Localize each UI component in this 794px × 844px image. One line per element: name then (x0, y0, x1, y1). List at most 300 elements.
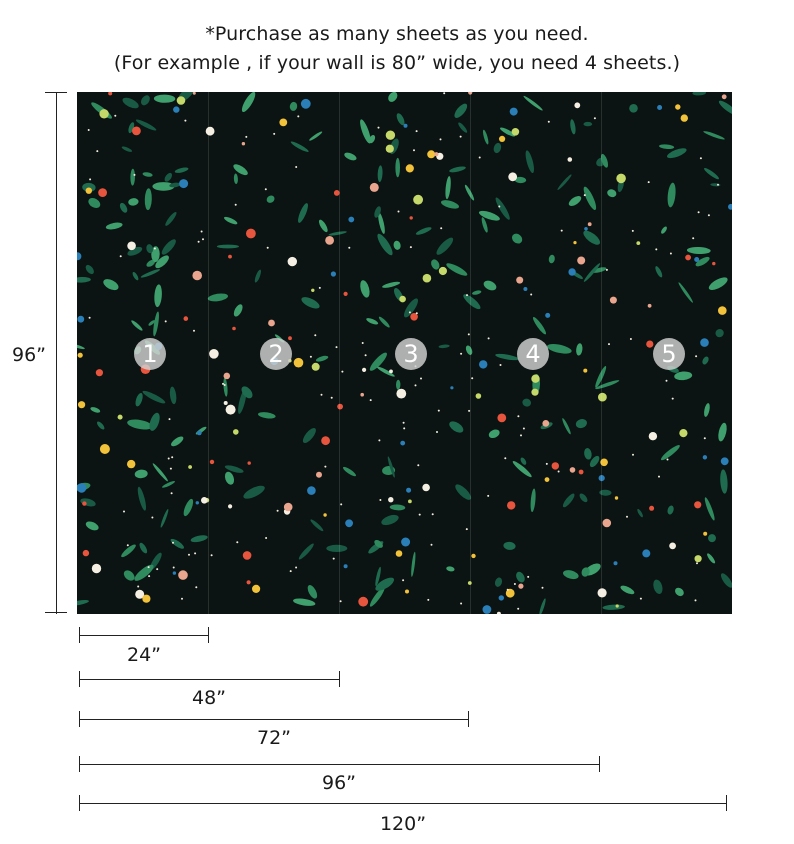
leaf-shape (530, 488, 537, 512)
blossom-shape (616, 604, 619, 607)
blossom-shape (197, 431, 202, 436)
flower-dot (211, 554, 213, 556)
leaf-shape (254, 269, 263, 283)
leaf-shape (386, 92, 399, 104)
blossom-shape (77, 483, 86, 493)
leaf-shape (170, 435, 185, 448)
leaf-shape (703, 497, 716, 522)
leaf-shape (258, 411, 276, 419)
blossom-shape (188, 465, 192, 469)
leaf-shape (161, 480, 175, 489)
leaf-shape (87, 196, 103, 210)
leaf-shape (154, 94, 176, 103)
blossom-shape (348, 217, 354, 223)
leaf-shape (134, 469, 148, 479)
leaf-shape (343, 151, 357, 162)
leaf-shape (538, 598, 547, 614)
leaf-shape (480, 217, 489, 233)
leaf-shape (606, 188, 617, 198)
blossom-shape (531, 389, 538, 396)
flower-dot (333, 558, 335, 560)
leaf-shape (575, 343, 583, 356)
blossom-shape (657, 105, 662, 110)
leaf-shape (446, 566, 455, 572)
blossom-shape (396, 550, 403, 557)
leaf-shape (152, 462, 169, 482)
flower-dot (666, 380, 668, 382)
blossom-shape (439, 267, 447, 275)
flower-dot (403, 422, 405, 424)
leaf-shape (207, 292, 228, 302)
leaf-shape (105, 221, 123, 230)
sheet-number-4: 4 (517, 338, 549, 370)
width-label-96: 96” (321, 772, 357, 794)
blossom-shape (598, 588, 607, 597)
blossom-shape (99, 109, 108, 118)
blossom-shape (312, 363, 320, 371)
leaf-shape (84, 263, 95, 275)
leaf-shape (242, 483, 267, 501)
leaf-shape (378, 316, 391, 329)
blossom-shape (413, 195, 423, 205)
blossom-shape (483, 605, 492, 614)
leaf-shape (415, 226, 432, 237)
leaf-shape (130, 169, 135, 186)
leaf-shape (440, 198, 460, 210)
blossom-shape (78, 353, 83, 358)
blossom-shape (321, 436, 330, 445)
leaf-shape (575, 418, 588, 430)
flower-dot (500, 364, 502, 366)
blossom-shape (127, 242, 136, 251)
flower-dot (198, 241, 200, 243)
flower-dot (336, 346, 338, 348)
flower-dot (530, 294, 532, 296)
leaf-shape (182, 498, 195, 518)
instruction-example: (For example , if your wall is 80” wide, you need 4 sheets.) (113, 52, 681, 74)
blossom-shape (722, 94, 727, 99)
leaf-shape (382, 281, 401, 290)
blossom-shape (510, 108, 518, 116)
blossom-shape (142, 595, 150, 603)
flower-dot (331, 397, 333, 399)
blossom-shape (77, 252, 81, 260)
sheet-seam (601, 92, 602, 614)
blossom-shape (178, 570, 188, 580)
blossom-shape (542, 420, 549, 427)
leaf-shape (96, 420, 106, 430)
blossom-shape (583, 369, 587, 373)
blossom-shape (649, 432, 657, 440)
leaf-shape (569, 119, 576, 135)
flower-dot (324, 466, 326, 468)
blossom-shape (579, 470, 584, 475)
blossom-shape (401, 538, 410, 547)
flower-dot (520, 434, 522, 436)
blossom-shape (307, 486, 316, 495)
leaf-shape (472, 290, 482, 296)
flower-dot (127, 544, 129, 546)
leaf-shape (452, 102, 469, 120)
blossom-shape (574, 102, 580, 108)
flower-dot (471, 377, 473, 379)
flower-dot (479, 157, 481, 159)
leaf-shape (164, 211, 178, 227)
flower-dot (517, 415, 519, 417)
flower-dot (443, 92, 445, 94)
blossom-shape (100, 444, 110, 454)
flower-dot (700, 157, 702, 159)
leaf-shape (514, 570, 526, 584)
flower-dot (378, 439, 380, 441)
flower-dot (310, 356, 312, 358)
blossom-shape (404, 124, 408, 128)
blossom-shape (499, 595, 504, 600)
flower-dot (201, 231, 203, 233)
leaf-shape (445, 176, 452, 200)
blossom-shape (358, 597, 368, 607)
flower-dot (362, 342, 364, 344)
blossom-shape (247, 580, 251, 584)
blossom-shape (177, 96, 186, 105)
flower-dot (695, 355, 697, 357)
blossom-shape (370, 183, 379, 192)
sheet-seam (339, 92, 340, 614)
blossom-shape (718, 306, 727, 315)
blossom-shape (614, 561, 618, 565)
leaf-shape (223, 378, 228, 397)
leaf-shape (492, 142, 502, 154)
blossom-shape (179, 179, 188, 188)
leaf-shape (174, 166, 189, 174)
leaf-shape (703, 167, 720, 181)
blossom-shape (712, 262, 715, 265)
blossom-shape (679, 429, 687, 437)
leaf-shape (703, 403, 711, 418)
leaf-shape (136, 486, 148, 511)
blossom-shape (570, 467, 576, 473)
flower-dot (370, 399, 372, 401)
flower-dot (340, 503, 342, 505)
flower-dot (267, 247, 269, 249)
blossom-shape (86, 188, 92, 194)
blossom-shape (642, 549, 650, 557)
leaf-shape (519, 457, 527, 466)
blossom-shape (362, 368, 366, 372)
leaf-shape (126, 418, 153, 431)
flower-dot (460, 353, 462, 355)
blossom-shape (246, 229, 256, 239)
flower-dot (460, 603, 462, 605)
sheet-number-3: 3 (395, 338, 427, 370)
flower-dot (416, 312, 418, 314)
flower-dot (507, 589, 509, 591)
leaf-shape (531, 316, 547, 336)
leaf-shape (309, 518, 324, 532)
flower-dot (154, 248, 156, 250)
flower-dot (655, 248, 657, 250)
leaf-shape (265, 194, 276, 204)
leaf-shape (240, 92, 258, 114)
leaf-shape (567, 194, 583, 208)
blossom-shape (243, 551, 252, 560)
flower-dot (440, 138, 442, 140)
flower-dot (717, 184, 719, 186)
blossom-shape (476, 393, 482, 399)
flower-dot (156, 568, 158, 570)
blossom-shape (545, 313, 550, 318)
blossom-shape (248, 461, 251, 464)
blossom-shape (232, 327, 236, 331)
flower-dot (419, 514, 421, 516)
blossom-shape (497, 612, 501, 614)
leaf-shape (546, 342, 572, 355)
leaf-shape (132, 562, 156, 583)
flower-dot (542, 587, 544, 589)
leaf-shape (659, 144, 675, 150)
flower-dot (466, 294, 468, 296)
leaf-shape (703, 130, 726, 141)
blossom-shape (127, 460, 135, 468)
flower-dot (194, 552, 196, 554)
flower-dot (236, 541, 238, 543)
blossom-shape (344, 564, 348, 568)
leaf-shape (290, 140, 310, 153)
blossom-shape (681, 114, 688, 121)
blossom-shape (323, 513, 326, 516)
flower-dot (409, 311, 411, 313)
blossom-shape (406, 488, 411, 493)
leaf-shape (90, 406, 101, 414)
sheet-number-1: 1 (134, 338, 166, 370)
leaf-shape (438, 344, 449, 349)
leaf-shape (636, 508, 644, 518)
blossom-shape (118, 415, 123, 420)
flower-dot (417, 464, 419, 466)
blossom-shape (669, 543, 676, 550)
blossom-shape (573, 241, 576, 244)
blossom-shape (331, 271, 336, 276)
leaf-shape (654, 265, 664, 278)
blossom-shape (252, 585, 260, 593)
flower-dot (630, 338, 632, 340)
leaf-shape (365, 317, 379, 326)
flower-dot (290, 570, 292, 572)
flower-dot (235, 204, 237, 206)
leaf-shape (118, 202, 128, 214)
flower-dot (348, 247, 350, 249)
blossom-shape (427, 150, 435, 158)
blossom-shape (224, 401, 228, 405)
leaf-shape (510, 232, 524, 246)
flower-dot (341, 371, 343, 373)
blossom-shape (228, 504, 232, 508)
flower-dot (171, 492, 173, 494)
flower-dot (96, 150, 98, 152)
flower-dot (527, 576, 529, 578)
flower-dot (640, 598, 642, 600)
flower-dot (224, 384, 226, 386)
leaf-shape (701, 355, 710, 365)
blossom-shape (408, 500, 412, 504)
blossom-shape (78, 401, 85, 408)
leaf-shape (494, 577, 503, 588)
blossom-shape (577, 257, 585, 265)
leaf-shape (380, 513, 400, 527)
blossom-shape (508, 172, 517, 181)
leaf-shape (619, 584, 635, 596)
blossom-shape (531, 375, 539, 383)
blossom-shape (499, 136, 505, 142)
flower-dot (379, 499, 381, 501)
leaf-shape (390, 504, 406, 511)
blossom-shape (96, 369, 103, 376)
blossom-shape (173, 571, 176, 574)
flower-dot (561, 230, 563, 232)
leaf-shape (326, 545, 347, 552)
flower-dot (265, 537, 267, 539)
flower-dot (517, 608, 519, 610)
flower-dot (415, 384, 417, 386)
width-label-120: 120” (379, 813, 427, 835)
flower-dot (273, 133, 275, 135)
leaf-shape (169, 386, 177, 404)
flower-dot (626, 516, 628, 518)
leaf-shape (102, 277, 121, 292)
blossom-shape (108, 92, 112, 95)
leaf-shape (652, 579, 664, 596)
leaf-shape (707, 533, 718, 544)
blossom-shape (471, 554, 475, 558)
flower-dot (151, 517, 153, 519)
leaf-shape (495, 353, 519, 362)
flower-dot (277, 510, 279, 512)
leaf-shape (289, 101, 298, 111)
leaf-shape (234, 173, 239, 184)
blossom-shape (512, 128, 520, 136)
leaf-shape (160, 508, 170, 528)
sheet-seam (470, 92, 471, 614)
flower-dot (148, 566, 150, 568)
leaf-shape (131, 271, 139, 281)
blossom-shape (294, 358, 304, 368)
flower-dot (120, 255, 122, 257)
leaf-shape (358, 118, 373, 144)
leaf-shape (232, 303, 244, 318)
blossom-shape (615, 496, 618, 499)
flower-dot (403, 427, 405, 429)
blossom-shape (201, 497, 208, 504)
blossom-shape (700, 338, 709, 347)
flower-dot (632, 230, 634, 232)
leaf-shape (627, 102, 639, 114)
blossom-shape (224, 373, 231, 380)
flower-dot (436, 431, 438, 433)
blossom-shape (636, 241, 640, 245)
blossom-shape (98, 188, 107, 197)
flower-dot (195, 586, 197, 588)
blossom-shape (193, 92, 196, 95)
blossom-shape (649, 506, 654, 511)
leaf-shape (434, 235, 455, 257)
blossom-shape (360, 393, 364, 397)
flower-dot (558, 471, 560, 473)
leaf-shape (122, 568, 137, 582)
leaf-shape (673, 586, 685, 598)
flower-dot (416, 130, 418, 132)
blossom-shape (192, 271, 202, 281)
flower-dot (704, 437, 706, 439)
leaf-shape (578, 492, 589, 503)
blossom-shape (721, 457, 729, 465)
leaf-shape (561, 492, 576, 509)
flower-dot (594, 117, 596, 119)
leaf-shape (487, 428, 501, 440)
flower-dot (432, 513, 434, 515)
flower-dot (398, 211, 400, 213)
flower-dot (420, 378, 422, 380)
leaf-shape (447, 419, 465, 435)
flower-dot (134, 174, 136, 176)
flower-dot (173, 567, 175, 569)
leaf-shape (461, 292, 482, 311)
blossom-shape (694, 257, 699, 262)
blossom-shape (568, 268, 575, 275)
flower-dot (184, 120, 186, 122)
blossom-shape (284, 503, 293, 512)
leaf-shape (717, 99, 732, 118)
blossom-shape (507, 501, 515, 509)
leaf-shape (144, 188, 152, 210)
leaf-shape (482, 279, 498, 292)
blossom-shape (316, 472, 322, 478)
blossom-shape (386, 145, 394, 153)
leaf-shape (130, 319, 143, 332)
flower-dot (546, 463, 548, 465)
height-dimension-line (56, 92, 57, 614)
leaf-shape (84, 520, 100, 532)
flower-dot (171, 456, 173, 458)
leaf-shape (659, 443, 681, 462)
flower-dot (692, 237, 694, 239)
flower-dot (148, 575, 150, 577)
blossom-shape (545, 477, 550, 482)
flower-dot (606, 269, 608, 271)
blossom-shape (422, 484, 430, 492)
flower-dot (123, 511, 125, 513)
leaf-shape (602, 604, 625, 610)
blossom-shape (703, 455, 707, 459)
leaf-shape (138, 542, 149, 555)
leaf-shape (521, 397, 532, 407)
leaf-shape (328, 230, 347, 236)
leaf-shape (121, 145, 133, 153)
blossom-shape (405, 590, 409, 594)
flower-dot (460, 136, 462, 138)
blossom-shape (703, 532, 707, 536)
flower-dot (137, 586, 139, 588)
blossom-shape (345, 519, 353, 527)
blossom-shape (132, 127, 141, 136)
flower-dot (365, 354, 367, 356)
leaf-shape (714, 327, 726, 339)
floral-mural-image (77, 92, 732, 614)
leaf-shape (561, 417, 572, 435)
flower-dot (504, 457, 506, 459)
blossom-shape (423, 274, 432, 283)
flower-dot (169, 418, 171, 420)
blossom-shape (588, 222, 592, 226)
